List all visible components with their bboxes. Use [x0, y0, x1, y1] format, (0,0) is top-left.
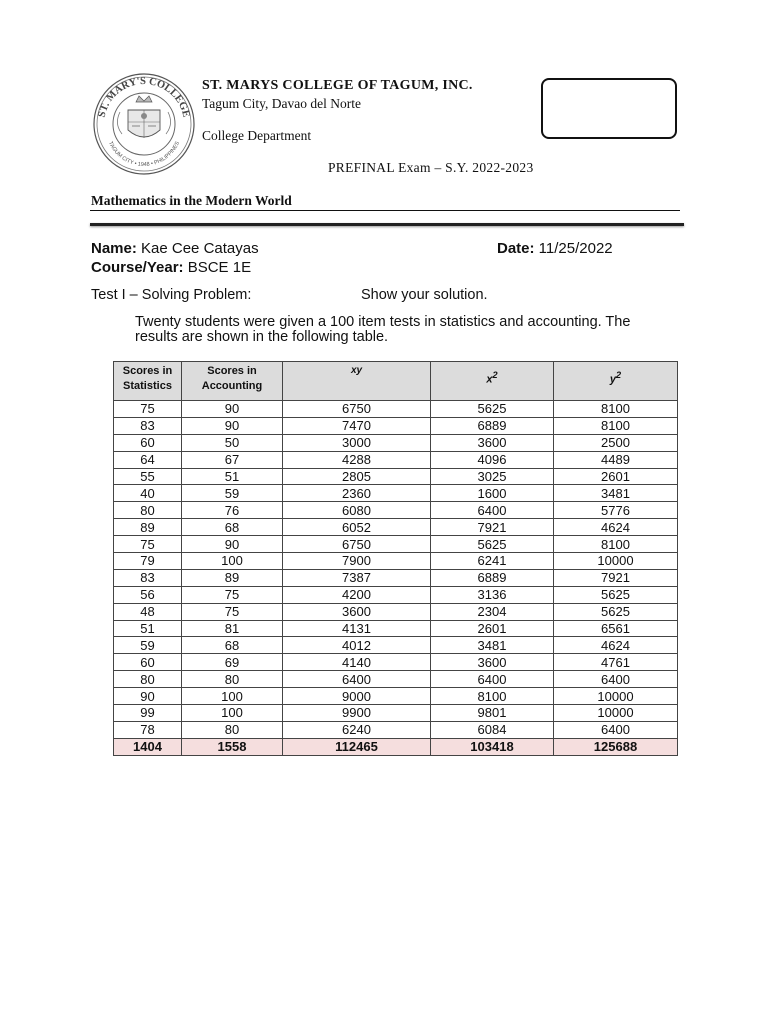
xy-cell: 3000: [283, 434, 431, 451]
y-squared-cell: 6400: [554, 671, 678, 688]
y-squared-cell: 6561: [554, 620, 678, 637]
accounting-cell: 100: [182, 553, 283, 570]
xy-cell: 4012: [283, 637, 431, 654]
y-squared-cell: 6400: [554, 721, 678, 738]
x-squared-cell: 6400: [431, 502, 554, 519]
x-squared-cell: 2304: [431, 603, 554, 620]
statistics-cell: 64: [114, 451, 182, 468]
table-row: [114, 417, 678, 434]
course-value: BSCE 1E: [183, 259, 252, 276]
statistics-cell: 59: [114, 637, 182, 654]
divider-thin: [90, 210, 680, 211]
table-row: [114, 688, 678, 705]
scores-table: [113, 361, 678, 756]
y-squared-cell: 4624: [554, 519, 678, 536]
x-squared-cell: 6084: [431, 721, 554, 738]
table-row: [114, 569, 678, 586]
y-squared-cell: 10000: [554, 705, 678, 722]
xy-cell: 6052: [283, 519, 431, 536]
statistics-cell: 60: [114, 654, 182, 671]
accounting-cell: 68: [182, 637, 283, 654]
y-squared-cell: 8100: [554, 417, 678, 434]
accounting-cell: 90: [182, 417, 283, 434]
y-squared-cell: 8100: [554, 536, 678, 553]
test-instruction: Show your solution.: [361, 287, 488, 303]
header-accounting: Scores in Accounting: [182, 362, 283, 401]
x-squared-cell: 7921: [431, 519, 554, 536]
test-label: Test I – Solving Problem:: [91, 287, 252, 303]
xy-cell: 4131: [283, 620, 431, 637]
accounting-cell: 50: [182, 434, 283, 451]
exam-title: PREFINAL Exam – S.Y. 2022-2023: [328, 160, 534, 175]
accounting-cell: 59: [182, 485, 283, 502]
statistics-cell: 60: [114, 434, 182, 451]
accounting-cell: 69: [182, 654, 283, 671]
x-squared-cell: 6889: [431, 569, 554, 586]
x-squared-cell: 5625: [431, 536, 554, 553]
table-header-row: [114, 362, 678, 401]
totals-row: [114, 738, 678, 755]
accounting-cell: 100: [182, 705, 283, 722]
accounting-cell: 80: [182, 721, 283, 738]
accounting-cell: 75: [182, 586, 283, 603]
statistics-cell: 83: [114, 417, 182, 434]
y-squared-cell: 2601: [554, 468, 678, 485]
statistics-cell: 89: [114, 519, 182, 536]
course-year-field: [91, 259, 251, 276]
x-squared-cell: 3600: [431, 654, 554, 671]
statistics-cell: 90: [114, 688, 182, 705]
accounting-cell: 68: [182, 519, 283, 536]
xy-cell: 2360: [283, 485, 431, 502]
statistics-cell: 75: [114, 401, 182, 418]
y-squared-cell: 4624: [554, 637, 678, 654]
x-squared-cell: 3025: [431, 468, 554, 485]
college-address: Tagum City, Davao del Norte: [202, 96, 362, 111]
college-department: College Department: [202, 128, 312, 143]
statistics-cell: 55: [114, 468, 182, 485]
statistics-cell: 51: [114, 620, 182, 637]
xy-cell: 6750: [283, 401, 431, 418]
statistics-cell: 80: [114, 671, 182, 688]
table-row: [114, 519, 678, 536]
y-squared-cell: 5625: [554, 603, 678, 620]
xy-cell: 7470: [283, 417, 431, 434]
table-row: [114, 705, 678, 722]
date-field: [497, 240, 613, 257]
table-row: [114, 401, 678, 418]
name-value: Kae Cee Catayas: [136, 240, 259, 257]
date-value: 11/25/2022: [534, 240, 613, 257]
total-x-squared-cell: 103418: [431, 738, 554, 755]
accounting-cell: 80: [182, 671, 283, 688]
table-row: [114, 451, 678, 468]
svg-text:TAGUM CITY • 1948 • PHILIPPINE: [107, 140, 181, 168]
table-row: [114, 586, 678, 603]
statistics-cell: 56: [114, 586, 182, 603]
subject-title: Mathematics in the Modern World: [91, 193, 292, 208]
table-row: [114, 603, 678, 620]
header-statistics: Scores in Statistics: [114, 362, 182, 401]
y-squared-cell: 3481: [554, 485, 678, 502]
seal-text-bottom: TAGUM CITY • 1948 • PHILIPPINES: [106, 140, 182, 169]
accounting-cell: 76: [182, 502, 283, 519]
table-row: [114, 536, 678, 553]
y-squared-cell: 7921: [554, 569, 678, 586]
accounting-cell: 81: [182, 620, 283, 637]
xy-cell: 6080: [283, 502, 431, 519]
college-seal-logo: [92, 72, 196, 176]
statistics-cell: 83: [114, 569, 182, 586]
table-row: [114, 434, 678, 451]
table-row: [114, 553, 678, 570]
divider-thick: [90, 223, 684, 226]
problem-statement: Twenty students were given a 100 item tests in statistics and accounting. The results are shown in the following table.: [135, 314, 631, 345]
x-squared-cell: 3600: [431, 434, 554, 451]
y-squared-cell: 4761: [554, 654, 678, 671]
total-statistics-cell: 1404: [114, 738, 182, 755]
accounting-cell: 90: [182, 536, 283, 553]
xy-cell: 9000: [283, 688, 431, 705]
course-label: Course/Year:: [91, 259, 184, 276]
x-squared-cell: 6889: [431, 417, 554, 434]
statistics-cell: 48: [114, 603, 182, 620]
accounting-cell: 89: [182, 569, 283, 586]
x-squared-cell: 9801: [431, 705, 554, 722]
accounting-cell: 75: [182, 603, 283, 620]
header-x-squared: $x^2$: [431, 362, 554, 401]
xy-cell: 7387: [283, 569, 431, 586]
x-squared-cell: 6241: [431, 553, 554, 570]
student-name-field: [91, 240, 259, 257]
xy-cell: 9900: [283, 705, 431, 722]
y-squared-cell: 2500: [554, 434, 678, 451]
statistics-cell: 75: [114, 536, 182, 553]
xy-cell: 7900: [283, 553, 431, 570]
x-squared-cell: 4096: [431, 451, 554, 468]
score-box: [541, 78, 677, 139]
accounting-cell: 90: [182, 401, 283, 418]
x-squared-cell: 8100: [431, 688, 554, 705]
table-row: [114, 468, 678, 485]
xy-cell: 6750: [283, 536, 431, 553]
xy-cell: 4140: [283, 654, 431, 671]
statistics-cell: 40: [114, 485, 182, 502]
table-row: [114, 721, 678, 738]
header-y-squared: $y^2$: [554, 362, 678, 401]
xy-cell: 2805: [283, 468, 431, 485]
accounting-cell: 51: [182, 468, 283, 485]
table-row: [114, 620, 678, 637]
table-row: [114, 671, 678, 688]
y-squared-cell: 4489: [554, 451, 678, 468]
xy-cell: 4200: [283, 586, 431, 603]
header-xy: xy: [283, 362, 431, 401]
accounting-cell: 100: [182, 688, 283, 705]
table-row: [114, 654, 678, 671]
statistics-cell: 99: [114, 705, 182, 722]
x-squared-cell: 5625: [431, 401, 554, 418]
statistics-cell: 80: [114, 502, 182, 519]
table-row: [114, 502, 678, 519]
total-accounting-cell: 1558: [182, 738, 283, 755]
date-label: Date:: [497, 240, 535, 257]
xy-cell: 4288: [283, 451, 431, 468]
xy-cell: 6400: [283, 671, 431, 688]
y-squared-cell: 5776: [554, 502, 678, 519]
table-row: [114, 637, 678, 654]
y-squared-cell: 10000: [554, 688, 678, 705]
table-row: [114, 485, 678, 502]
college-name: ST. MARYS COLLEGE OF TAGUM, INC.: [202, 78, 473, 93]
x-squared-cell: 2601: [431, 620, 554, 637]
x-squared-cell: 6400: [431, 671, 554, 688]
y-squared-cell: 10000: [554, 553, 678, 570]
y-squared-cell: 8100: [554, 401, 678, 418]
total-xy-cell: 112465: [283, 738, 431, 755]
statistics-cell: 78: [114, 721, 182, 738]
accounting-cell: 67: [182, 451, 283, 468]
statistics-cell: 79: [114, 553, 182, 570]
x-squared-cell: 3136: [431, 586, 554, 603]
xy-cell: 3600: [283, 603, 431, 620]
x-squared-cell: 1600: [431, 485, 554, 502]
xy-cell: 6240: [283, 721, 431, 738]
x-squared-cell: 3481: [431, 637, 554, 654]
seal-text-top: ST. MARY'S COLLEGE: [96, 75, 192, 119]
y-squared-cell: 5625: [554, 586, 678, 603]
name-label: Name:: [91, 240, 137, 257]
total-y-squared-cell: 125688: [554, 738, 678, 755]
